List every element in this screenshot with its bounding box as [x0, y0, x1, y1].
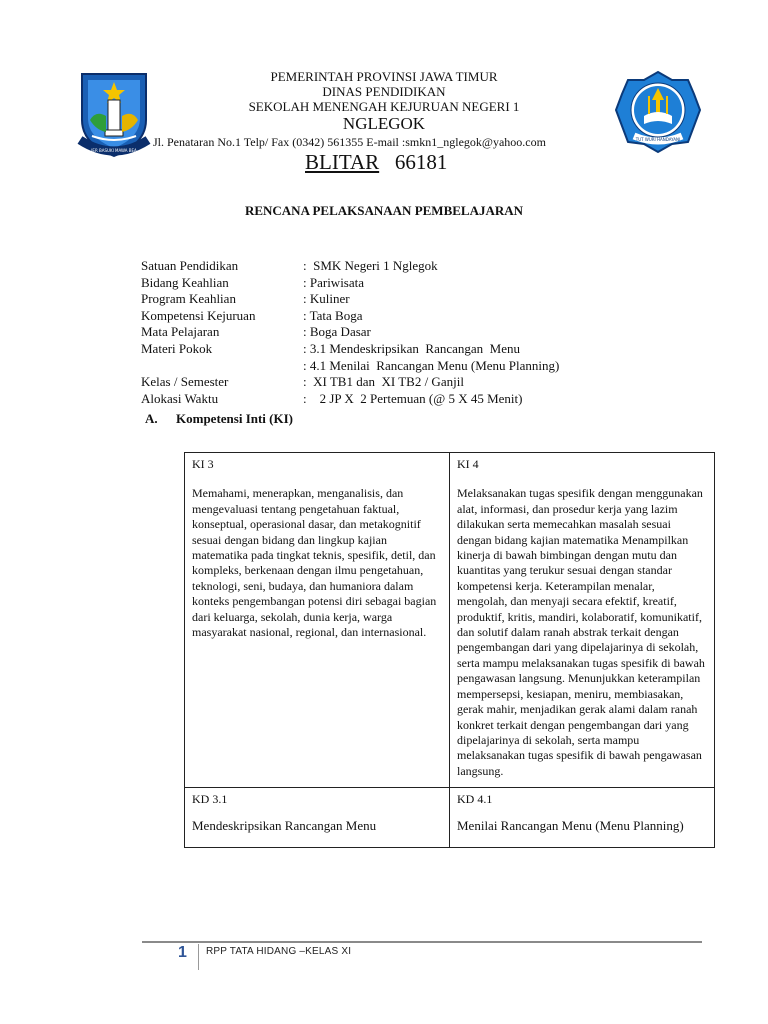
- header-school-location: NGLEGOK: [342, 114, 426, 133]
- table-row: [185, 453, 715, 788]
- kd41-cell: [450, 788, 715, 848]
- info-label: Satuan Pendidikan: [141, 258, 239, 273]
- header-city-line: [305, 150, 447, 175]
- section-a-heading: [145, 411, 293, 427]
- kd31-cell: [185, 788, 450, 848]
- info-label: Mata Pelajaran: [141, 324, 220, 340]
- info-label: Alokasi Waktu: [141, 390, 219, 406]
- footer-divider: [142, 941, 702, 943]
- ki3-cell: [185, 453, 450, 788]
- kd31-heading: KD 3.1: [192, 792, 228, 807]
- info-row-mapel: [141, 324, 559, 341]
- section-a-title: Kompetensi Inti (KI): [176, 411, 293, 426]
- kd41-text: Menilai Rancangan Menu (Menu Planning): [457, 817, 684, 833]
- page-number: 1: [178, 944, 187, 961]
- competency-table: [184, 452, 715, 848]
- info-label: Materi Pokok: [141, 340, 213, 356]
- table-row: [185, 788, 715, 848]
- info-value: : Kuliner: [303, 291, 350, 307]
- section-a-letter: A.: [145, 411, 158, 426]
- ki4-text: Melaksanakan tugas spesifik dengan menggunakan alat, informasi, dan prosedur kerja yang lazim dilakukan serta memecahkan masalah sesuai dengan bidang kajian matematika Menampilkan kinerja di bawah bimbingan dengan mutu dan kuantitas yang terukur sesuai dengan standar kompetensi kerja. Keterampilan menalar, mengolah, dan menyaji secara efektif, kreatif, produktif, kritis, mandiri, kolaboratif, komunikatif, dan solutif dalam ranah abstrak terkait dengan pengembangan dari yang dipelajarinya di sekolah, serta mampu melaksanakan tugas spesifik di bawah pengawasan langsung. Menunjukkan keterampilan mempersepsi, kesiapan, meniru, membiasakan, gerak mahir, menjadikan gerak alami dalam ranah konkret terkait dengan pengembangan dari yang dipelajarinya di sekolah, serta mampu melaksanakan tugas spesifik di bawah pengawasan langsung.: [457, 486, 705, 778]
- info-row-kelas: [141, 374, 559, 391]
- header-city: BLITAR: [305, 150, 380, 174]
- info-row-bidang: [141, 275, 559, 292]
- header-postcode: 66181: [394, 150, 448, 174]
- kd31-text: Mendeskripsikan Rancangan Menu: [192, 817, 377, 833]
- info-value: : 2 JP X 2 Pertemuan (@ 5 X 45 Menit): [303, 390, 523, 406]
- ki4-cell: [450, 453, 715, 788]
- info-label: Kelas / Semester: [141, 374, 229, 390]
- info-row-program: [141, 291, 559, 308]
- ki3-heading: KI 3: [192, 457, 214, 471]
- info-label: Program Keahlian: [141, 291, 236, 307]
- document-title: RENCANA PELAKSANAAN PEMBELAJARAN: [244, 203, 524, 218]
- info-row-alokasi: [141, 391, 559, 408]
- info-value: : 4.1 Menilai Rancangan Menu (Menu Planning): [303, 357, 560, 373]
- info-value: : 3.1 Mendeskripsikan Rancangan Menu: [303, 340, 520, 356]
- footer-title: RPP TATA HIDANG –KELAS XI: [206, 946, 352, 957]
- info-row-satuan: [141, 258, 559, 275]
- info-row-materi-2: [141, 358, 559, 375]
- info-label: Kompetensi Kejuruan: [141, 307, 256, 323]
- info-label: [141, 358, 303, 375]
- info-value: : SMK Negeri 1 Nglegok: [303, 258, 438, 273]
- ki3-text: Memahami, menerapkan, menganalisis, dan mengevaluasi tentang pengetahuan faktual, konseptual, operasional dasar, dan metakognitif sesuai dengan bidang dan lingkup kajian matematika pada tingkat teknis, spesifik, detil, dan kompleks, berkenaan dengan ilmu pengetahuan, teknologi, seni, budaya, dan humaniora dalam konteks pengembangan potensi diri sebagai bagian dari keluarga, sekolah, dunia kerja, warga masyarakat nasional, regional, dan internasional.: [192, 486, 437, 640]
- identity-block: [141, 258, 559, 407]
- header-government: PEMERINTAH PROVINSI JAWA TIMUR: [270, 69, 498, 84]
- info-value: : Tata Boga: [303, 307, 363, 323]
- left-logo-motto: JER BASUKI MAWA BEA: [91, 148, 137, 153]
- info-value: : XI TB1 dan XI TB2 / Ganjil: [303, 374, 464, 390]
- info-value: : Boga Dasar: [303, 324, 371, 340]
- right-logo-motto: TUT WURI HANDAYANI: [635, 137, 681, 142]
- info-row-materi: [141, 341, 559, 358]
- ki4-heading: KI 4: [457, 457, 479, 471]
- info-row-kompetensi: [141, 308, 559, 325]
- info-value: : Pariwisata: [303, 274, 365, 290]
- kd41-heading: KD 4.1: [457, 792, 493, 807]
- header-address: Jl. Penataran No.1 Telp/ Fax (0342) 561355 E-mail :smkn1_nglegok@yahoo.com: [153, 135, 546, 149]
- header-school: SEKOLAH MENENGAH KEJURUAN NEGERI 1: [248, 99, 520, 114]
- footer-separator: [198, 944, 199, 970]
- info-label: Bidang Keahlian: [141, 274, 229, 290]
- header-department: DINAS PENDIDIKAN: [322, 84, 446, 99]
